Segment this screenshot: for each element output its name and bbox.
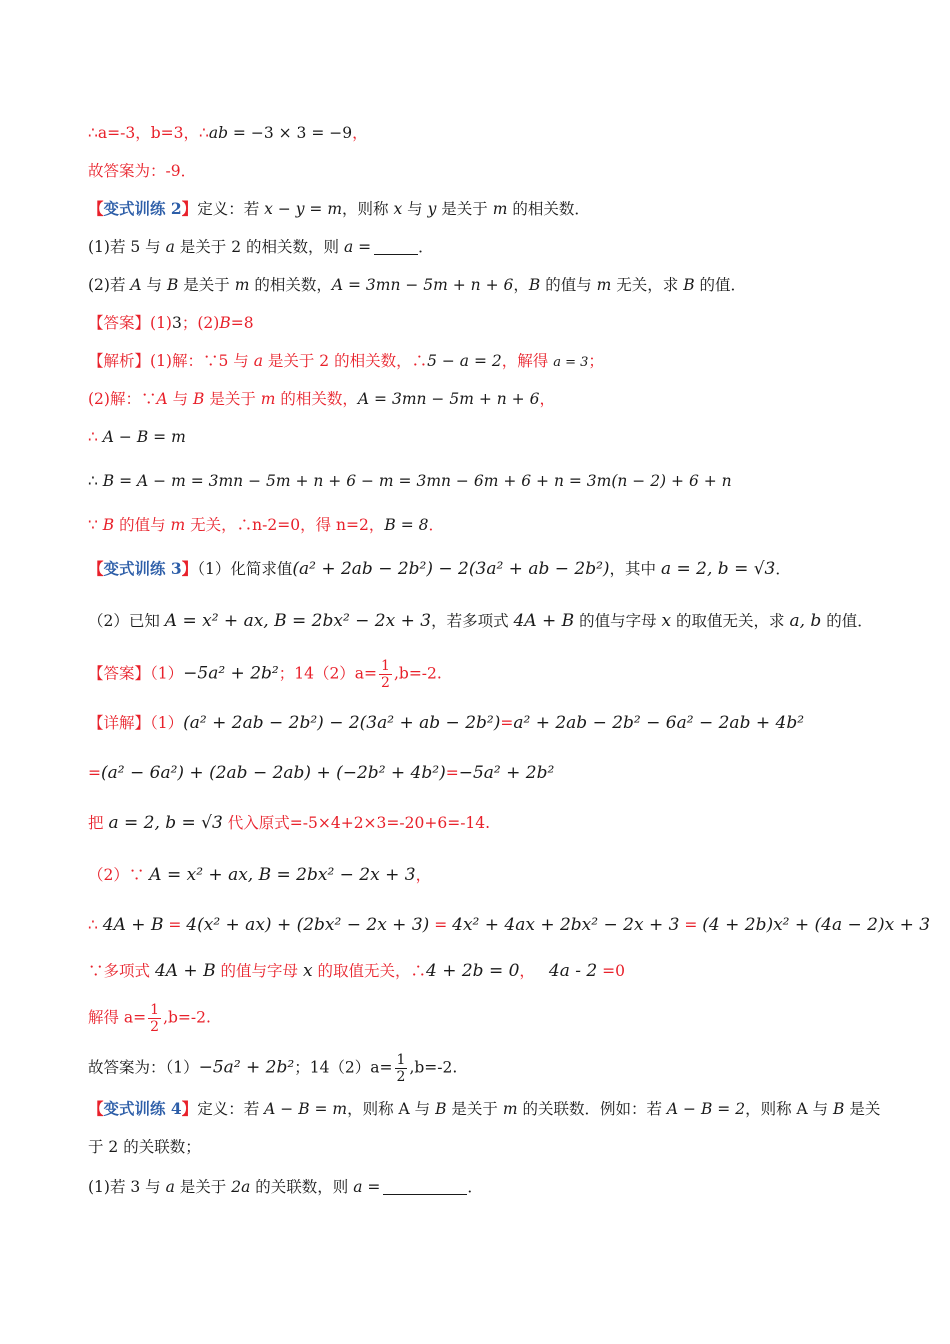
text: 是关于 [204, 390, 261, 408]
text: 无关，∴n-2=0，得 n=2， [185, 516, 385, 534]
math: B [219, 314, 231, 332]
text: 是关于 2 的相关数，∴ [262, 352, 428, 370]
text: 代入原式=-5×4+2×3=-20+6=-14. [222, 814, 491, 832]
answer-blank[interactable] [374, 238, 418, 255]
exercise-2-answer [88, 312, 254, 334]
math: B [683, 276, 695, 294]
text: (2)解：∵ [88, 390, 157, 408]
math: B = A − m = 3mn − 5m + n + 6 − m = 3mn − 6m + 6 + n = 3m(n − 2) + 6 + n [102, 472, 732, 490]
text: ∴a=-3，b=3，∴ [88, 124, 209, 142]
denominator: 2 [150, 1019, 160, 1035]
text: ,b=-2. [163, 1008, 211, 1027]
text: 是关于 2 的相关数，则 [174, 238, 344, 256]
math: A − B = 2 [666, 1100, 746, 1118]
text: ， [415, 866, 432, 884]
math: A [130, 276, 142, 294]
text: （2）已知 [88, 612, 165, 630]
text: （1）化简求值 [197, 560, 293, 578]
text: ， [513, 276, 529, 294]
text: 的值． [694, 276, 747, 294]
text: 是关于 [174, 1178, 232, 1196]
text: ，若多项式 [431, 612, 514, 630]
math: (a² + 2ab − 2b²) − 2(3a² + ab − 2b²) [183, 713, 501, 733]
tag-bracket: 】 [181, 559, 198, 578]
text: 的关联数，则 [250, 1178, 354, 1196]
analysis-tag: 【解析】 [88, 352, 151, 370]
text: 的值与字母 [215, 962, 303, 980]
math: m [492, 200, 508, 218]
fraction [395, 1052, 408, 1085]
exercise-3-q2 [88, 610, 873, 632]
text: ， [352, 124, 368, 142]
text: ；14（2）a= [278, 664, 378, 683]
exercise-3-final-answer [88, 1052, 457, 1085]
numerator: 1 [396, 1052, 406, 1068]
text: 的值与字母 [574, 612, 662, 630]
text: 的相关数． [507, 200, 590, 218]
text: 的取值无关，求 [671, 612, 790, 630]
text: =8 [230, 314, 254, 332]
math: = −3 × 3 = −9 [228, 124, 353, 142]
exercise-4-stem-cont: 于 2 的关联数； [88, 1138, 201, 1156]
text: = [163, 916, 187, 934]
math: a [253, 352, 263, 370]
text: ∴ [88, 428, 103, 446]
math: B = 8 [384, 516, 429, 534]
text: ∵多项式 [88, 962, 155, 980]
denominator: 2 [396, 1069, 406, 1085]
exercise-2-solution-4 [88, 470, 732, 492]
text: 的相关数， [249, 276, 332, 294]
math: (a² + 2ab − 2b²) − 2(3a² + ab − 2b²) [292, 559, 610, 579]
solution-line-ab [88, 122, 368, 144]
exercise-3-detail-7 [88, 1002, 211, 1035]
text: 解得 a= [88, 1008, 147, 1027]
exercise-3-detail-2 [88, 762, 554, 784]
text: ，则称 [342, 200, 394, 218]
tag-bracket: 】 [181, 1099, 198, 1118]
math: (4 + 2b)x² + (4a − 2)x + 3 [702, 915, 931, 935]
exercise-3-detail-6 [88, 960, 625, 982]
math: ab [208, 124, 228, 142]
exercise-3-detail-3 [88, 812, 490, 834]
text: ,b=-2. [409, 1058, 458, 1077]
math: B [166, 276, 179, 294]
math: m [502, 1100, 518, 1118]
tag-bracket: 】 [181, 199, 198, 218]
tag-bracket: 【 [88, 1099, 104, 1118]
math: 4a - 2 [548, 961, 598, 981]
detail-tag: 【详解】 [88, 714, 151, 732]
text: （1） [150, 664, 184, 683]
math: x − y = m [264, 200, 343, 218]
text: 的值． [821, 612, 873, 630]
text: 定义：若 [197, 200, 265, 218]
text: ； [588, 352, 604, 370]
math: y [427, 200, 437, 218]
tag-bracket: 【 [88, 559, 104, 578]
math: a, b [789, 611, 822, 631]
math: A = x² + ax, B = 2bx² − 2x + 3 [164, 611, 432, 631]
text: 无关，求 [611, 276, 684, 294]
math: −5a² + 2b² [198, 1057, 295, 1078]
text: 的取值无关，∴ [312, 962, 426, 980]
text: ,b=-2. [393, 664, 442, 683]
text: ，其中 [609, 560, 661, 578]
text: = [429, 916, 453, 934]
text: 与 [167, 390, 194, 408]
answer-tag: 【答案】 [88, 664, 151, 683]
exercise-2-q1 [88, 236, 434, 258]
text: ． [467, 1178, 483, 1196]
math: 2a [231, 1178, 251, 1196]
text: 与 [402, 200, 428, 218]
math: a = [353, 1178, 381, 1196]
text: 是关于 [436, 200, 493, 218]
math: a = 2, b = √3 [108, 813, 223, 833]
math: A [156, 390, 168, 408]
math: 4x² + 4ax + 2bx² − 2x + 3 [452, 915, 680, 935]
numerator: 1 [381, 658, 390, 674]
text: ， [539, 390, 555, 408]
fraction [379, 658, 392, 691]
text: (1) [150, 314, 172, 332]
exercise-2-q2 [88, 274, 746, 296]
text: ，则称 A 与 [347, 1100, 436, 1118]
exercise-tag: 变式训练 3 [103, 559, 182, 578]
answer-line-prev: 故答案为：-9． [88, 162, 197, 180]
text: ∵ [88, 516, 103, 534]
text: ∴ [88, 472, 103, 490]
math: a = 2, b = √3 [660, 559, 776, 579]
math: 3 [171, 314, 182, 332]
text: ；(2) [181, 314, 220, 332]
exercise-tag: 变式训练 2 [103, 199, 182, 218]
exercise-2-solution-3 [88, 426, 186, 448]
text: = [445, 764, 459, 782]
text: 的相关数， [275, 390, 358, 408]
math: a [165, 1178, 175, 1196]
math: a = [343, 238, 372, 256]
math: x [302, 961, 313, 981]
exercise-3-detail-5 [88, 914, 930, 936]
math: B [833, 1100, 845, 1118]
exercise-4-q1 [88, 1176, 483, 1198]
text: 定义：若 [197, 1100, 265, 1118]
text: （1） [150, 714, 184, 732]
math: 4A + B [154, 961, 216, 981]
math: 4 + 2b = 0 [425, 961, 520, 981]
exercise-2-solution-1 [88, 350, 604, 374]
math: m [596, 276, 612, 294]
exercise-tag: 变式训练 4 [103, 1099, 182, 1118]
text: 的值与 [114, 516, 171, 534]
fraction [148, 1002, 161, 1035]
text: ∴ [88, 916, 103, 934]
text: =0 [597, 962, 626, 980]
math: B [193, 390, 205, 408]
math: A = x² + ax, B = 2bx² − 2x + 3 [149, 865, 416, 885]
text: ． [428, 516, 444, 534]
text: ，解得 [501, 352, 554, 370]
math: a [165, 238, 175, 256]
answer-blank[interactable] [383, 1178, 467, 1195]
math: (a² − 6a²) + (2ab − 2ab) + (−2b² + 4b²) [101, 763, 446, 783]
text: ． [418, 238, 434, 256]
math: 4A + B [102, 915, 164, 935]
text: = [679, 916, 703, 934]
math: A − B = m [264, 1100, 348, 1118]
math: m [170, 516, 186, 534]
math: 5 − a = 2 [427, 352, 502, 370]
exercise-3-detail-4 [88, 864, 431, 886]
numerator: 1 [150, 1002, 160, 1018]
text: （2）∵ [88, 866, 150, 884]
text: ， [519, 962, 535, 980]
text: 把 [88, 814, 109, 832]
exercise-4-stem [88, 1098, 880, 1120]
math: B [102, 516, 115, 534]
math: A = 3mn − 5m + n + 6 [331, 276, 514, 294]
math: a² + 2ab − 2b² − 6a² − 2ab + 4b² [513, 713, 805, 733]
denominator: 2 [381, 675, 390, 691]
text: (1)若 3 与 [88, 1178, 166, 1196]
exercise-2-solution-2 [88, 388, 555, 410]
text: = [88, 764, 101, 782]
math: −5a² + 2b² [183, 663, 279, 684]
math: 4A + B [513, 611, 575, 631]
answer-tag: 【答案】 [88, 314, 151, 332]
exercise-3-answer [88, 658, 442, 691]
text: 故答案为：（1） [88, 1058, 199, 1077]
math: m [260, 390, 276, 408]
worksheet-page [88, 0, 931, 1344]
text: (1)若 5 与 [88, 238, 166, 256]
text: (1)解：∵5 与 [150, 352, 254, 370]
math: B [528, 276, 541, 294]
math: A − B = m [102, 428, 186, 446]
text: 是关于 [178, 276, 235, 294]
text: 的值与 [540, 276, 597, 294]
text: (2)若 [88, 276, 131, 294]
text: 与 [141, 276, 167, 294]
text: = [500, 714, 514, 732]
math: −5a² + 2b² [458, 763, 555, 783]
math: x [661, 611, 672, 631]
exercise-2-solution-5 [88, 514, 444, 536]
math: 4(x² + ax) + (2bx² − 2x + 3) [186, 915, 430, 935]
text: 是关 [844, 1100, 881, 1118]
exercise-3-stem [88, 558, 791, 580]
text: ，则称 A 与 [745, 1100, 834, 1118]
text: 是关于 [446, 1100, 503, 1118]
tag-bracket: 【 [88, 199, 104, 218]
exercise-3-detail-1 [88, 712, 804, 734]
math: m [234, 276, 250, 294]
math: A = 3mn − 5m + n + 6 [357, 390, 540, 408]
math: a = 3 [553, 355, 589, 370]
text: ；14（2）a= [294, 1058, 393, 1077]
text: 的关联数．例如：若 [517, 1100, 667, 1118]
exercise-2-stem [88, 198, 590, 220]
math: B [435, 1100, 447, 1118]
text: ． [775, 560, 791, 578]
math: x [393, 200, 403, 218]
